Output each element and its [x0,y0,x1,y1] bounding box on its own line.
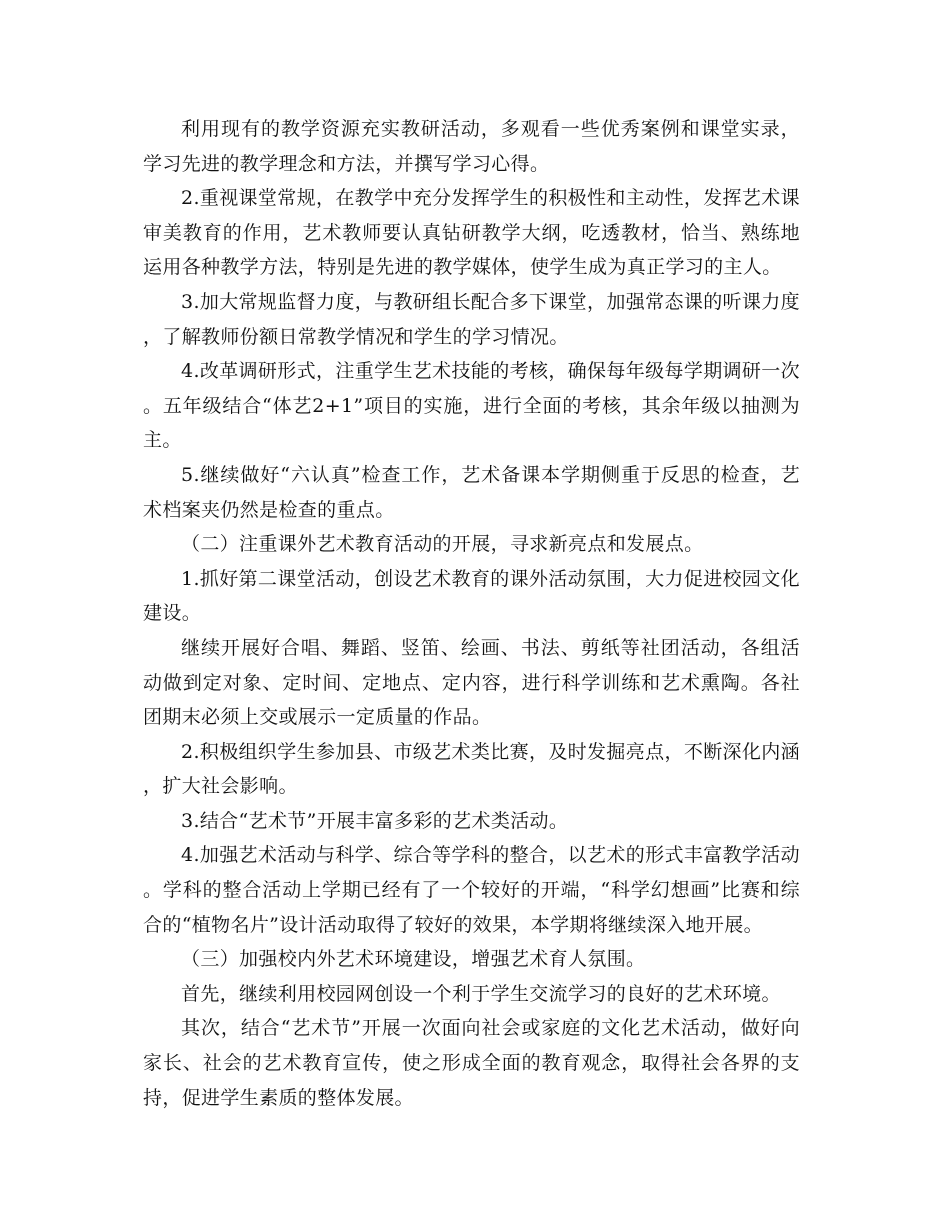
paragraph-7: 1.抓好第二课堂活动，创设艺术教育的课外活动氛围，大力促进校园文化建设。 [143,567,800,625]
paragraph-4: 4.改革调研形式，注重学生艺术技能的考核，确保每年级每学期调研一次。五年级结合“体艺2+1”项目的实施，进行全面的考核，其余年级以抽测为主。 [143,360,800,452]
paragraph-5: 5.继续做好“六认真”检查工作，艺术备课本学期侧重于反思的检查，艺术档案夹仍然是检查的重点。 [143,463,800,521]
paragraph-10: 3.结合“艺术节”开展丰富多彩的艺术类活动。 [181,809,569,832]
paragraph-1: 利用现有的教学资源充实教研活动，多观看一些优秀案例和课堂实录，学习先进的教学理念和方法，并撰写学习心得。 [143,118,800,175]
section-heading-2: （二）注重课外艺术教育活动的开展，寻求新亮点和发展点。 [181,533,704,556]
paragraph-9: 2.积极组织学生参加县、市级艺术类比赛，及时发掘亮点，不断深化内涵，扩大社会影响。 [143,740,800,798]
paragraph-2: 2.重视课堂常规，在教学中充分发挥学生的积极性和主动性，发挥艺术课审美教育的作用，艺术教师要认真钻研教学大纲，吃透教材，恰当、熟练地运用各种教学方法，特别是先进的教学媒体，使学生成为真正学习的主人。 [143,187,800,279]
paragraph-8: 继续开展好合唱、舞蹈、竖笛、绘画、书法、剪纸等社团活动，各组活动做到定对象、定时间、定地点、定内容，进行科学训练和艺术熏陶。各社团期末必须上交或展示一定质量的作品。 [143,636,800,729]
paragraph-13: 首先，继续利用校园网创设一个利于学生交流学习的良好的艺术环境。 [181,982,781,1005]
paragraph-14: 其次，结合“艺术节”开展一次面向社会或家庭的文化艺术活动，做好向家长、社会的艺术教育宣传，使之形成全面的教育观念，取得社会各界的支持，促进学生素质的整体发展。 [143,1017,800,1109]
paragraph-3: 3.加大常规监督力度，与教研组长配合多下课堂，加强常态课的听课力度，了解教师份额日常教学情况和学生的学习情况。 [143,290,800,348]
section-heading-3: （三）加强校内外艺术环境建设，增强艺术育人氛围。 [181,948,646,971]
paragraph-11: 4.加强艺术活动与科学、综合等学科的整合，以艺术的形式丰富教学活动。学科的整合活动上学期已经有了一个较好的开端，“科学幻想画”比赛和综合的“植物名片”设计活动取得了较好的效果，本学期将继续深入地开展。 [143,844,800,936]
document-body [143,112,800,1115]
